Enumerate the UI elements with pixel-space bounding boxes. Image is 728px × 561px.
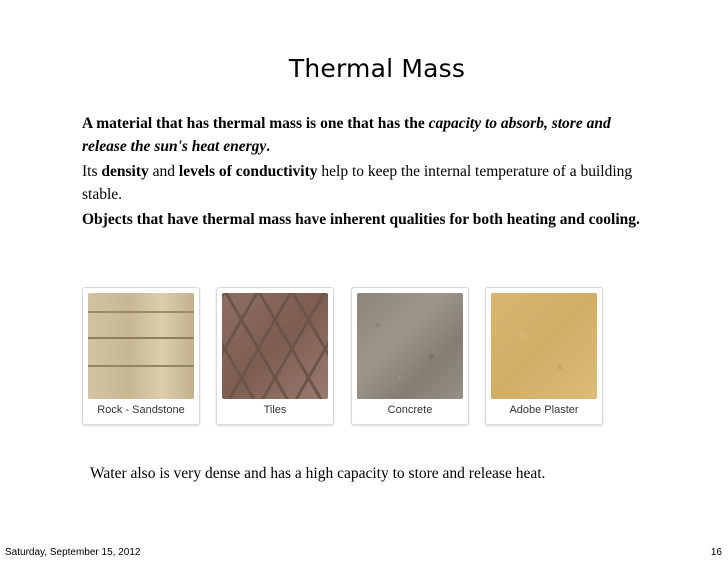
tiles-image: [222, 293, 328, 399]
definition-emphasis: capacity to absorb, store and release the sun's heat energy: [82, 115, 611, 155]
density-paragraph: [82, 160, 642, 206]
definition-paragraph: [82, 112, 642, 158]
material-card-tiles: [216, 287, 334, 425]
conductivity-term: levels of conductivity: [178, 163, 318, 180]
material-card-sandstone: [82, 287, 200, 425]
density-term: density: [101, 163, 149, 180]
material-caption: Concrete: [387, 404, 433, 416]
slide-title: Thermal Mass: [288, 54, 466, 83]
footer-date: Saturday, September 15, 2012: [5, 547, 141, 558]
density-text-3: help to keep the internal temperature of a building stable.: [82, 163, 633, 203]
slide-footer: [5, 547, 722, 558]
material-card-concrete: [351, 287, 469, 425]
page-number: 16: [710, 547, 722, 558]
adobe-plaster-image: [491, 293, 597, 399]
material-caption: Rock - Sandstone: [97, 404, 185, 416]
material-card-adobe: [485, 287, 603, 425]
concrete-image: [357, 293, 463, 399]
qualities-paragraph: Objects that have thermal mass have inherent qualities for both heating and cooling.: [82, 211, 640, 228]
water-note: Water also is very dense and has a high capacity to store and release heat.: [90, 465, 546, 482]
density-text-2: and: [148, 163, 179, 180]
density-text-1: Its: [82, 163, 102, 180]
material-caption: Adobe Plaster: [509, 404, 579, 416]
material-caption: Tiles: [263, 404, 287, 416]
sandstone-image: [88, 293, 194, 399]
definition-period: .: [266, 138, 271, 155]
definition-text: A material that has thermal mass is one that has the: [82, 115, 429, 132]
